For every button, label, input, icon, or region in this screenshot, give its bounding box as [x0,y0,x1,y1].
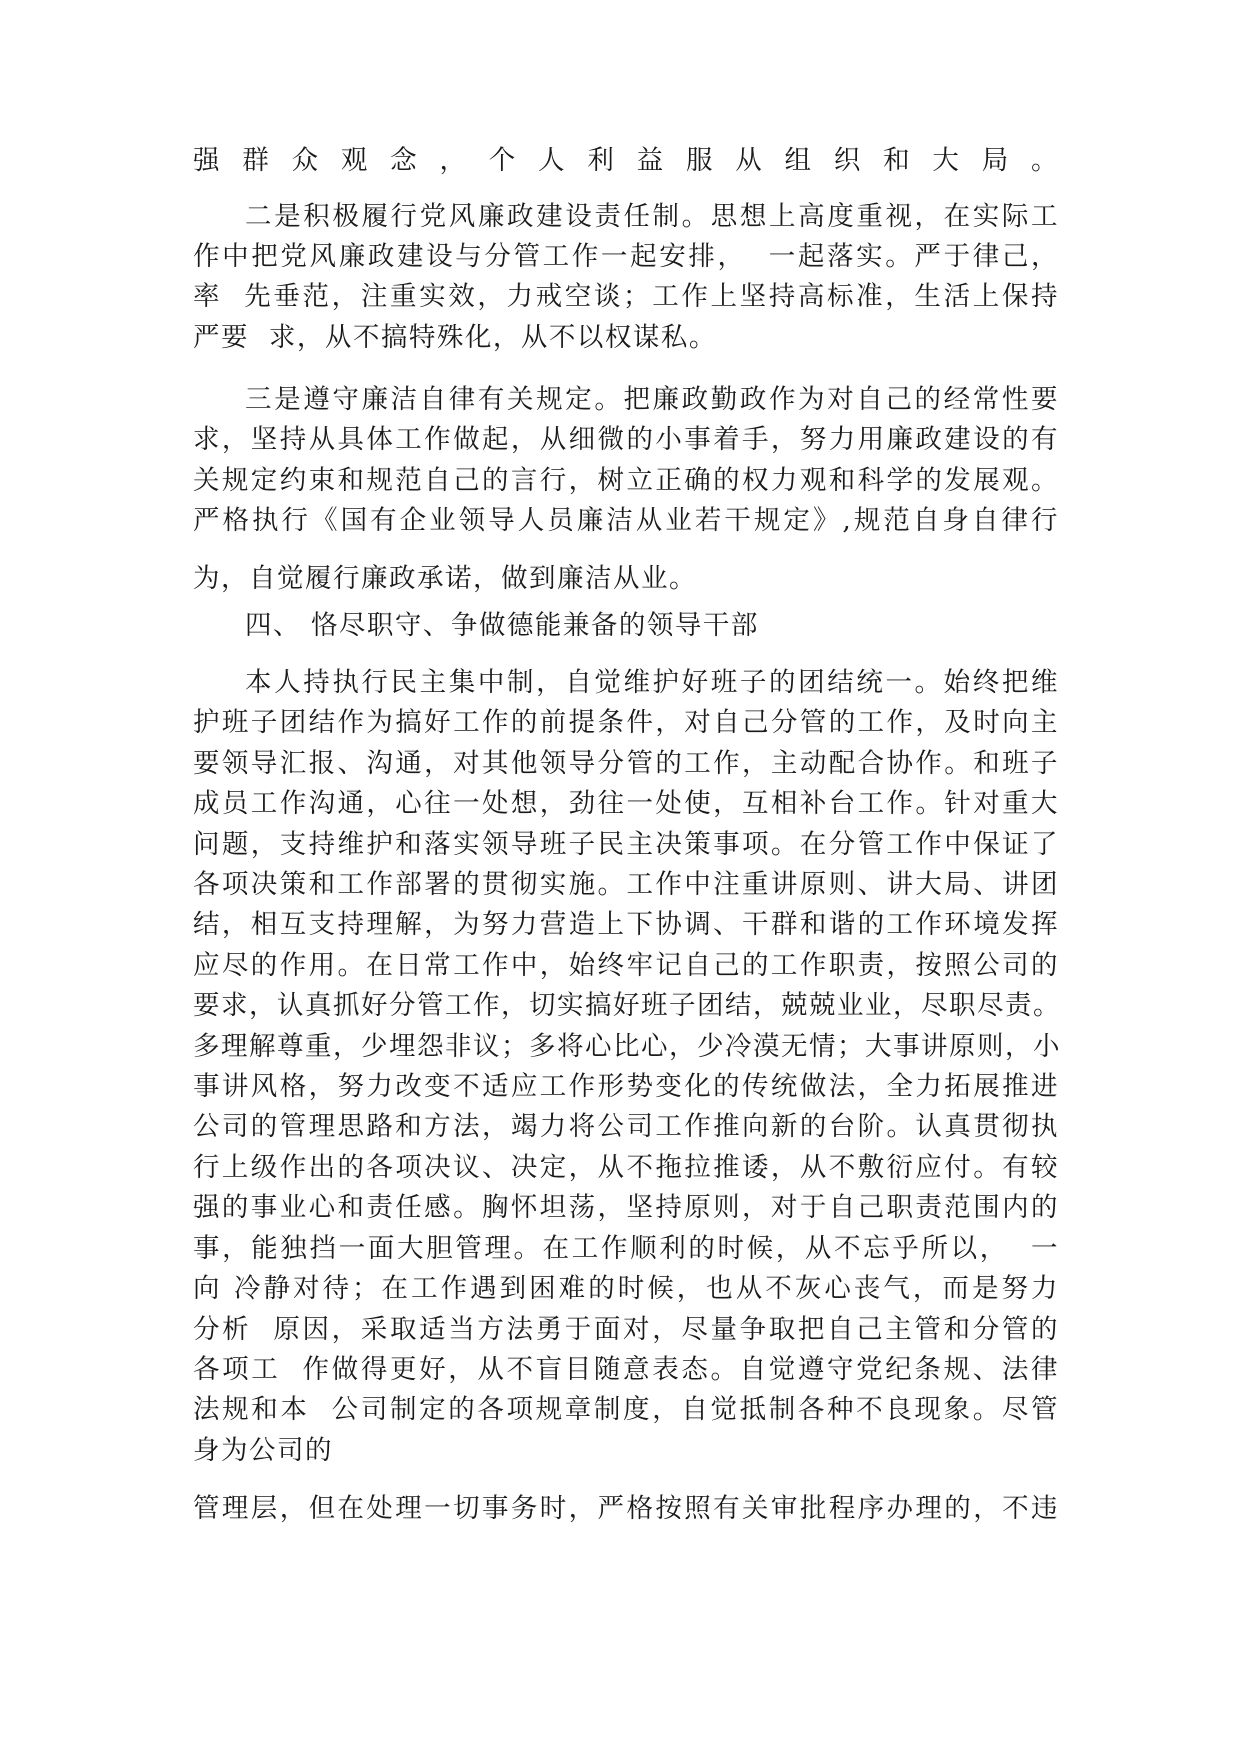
text-line: 三是遵守廉洁自律有关规定。把廉政勤政作为对自己的经常性要 [245,384,1059,415]
text-line: 要求，认真抓好分管工作，切实搞好班子团结，兢兢业业，尽职尽责。 [193,990,1061,1021]
text-line: 成员工作沟通，心往一处想，劲往一处使，互相补台工作。针对重大 [193,788,1059,819]
text-line: 事，能独挡一面大胆管理。在工作顺利的时候，从不忘乎所以， 一 [193,1233,1059,1264]
text-line: 强群众观念，个人利益服从组织和大局。 [193,145,1059,176]
text-line: 结，相互支持理解，为努力营造上下协调、干群和谐的工作环境发挥 [193,909,1059,940]
text-line: 率 先垂范，注重实效，力戒空谈；工作上坚持高标准，生活上保持 [193,281,1059,312]
text-line: 各项决策和工作部署的贯彻实施。工作中注重讲原则、讲大局、讲团 [193,869,1059,900]
text-line: 二是积极履行党风廉政建设责任制。思想上高度重视，在实际工 [245,201,1059,232]
text-line: 身为公司的 [193,1435,333,1466]
text-line: 严要 求，从不搞特殊化，从不以权谋私。 [193,322,717,353]
text-line: 管理层，但在处理一切事务时，严格按照有关审批程序办理的，不违 [193,1493,1059,1524]
text-line: 求，坚持从具体工作做起，从细微的小事着手，努力用廉政建设的有 [193,424,1059,455]
text-line: 行上级作出的各项决议、决定，从不拖拉推诿，从不敷衍应付。有较 [193,1152,1059,1183]
text-line: 护班子团结作为搞好工作的前提条件，对自己分管的工作，及时向主 [193,707,1059,738]
text-line: 强的事业心和责任感。胸怀坦荡，坚持原则，对于自己职责范围内的 [193,1192,1059,1223]
text-line: 问题，支持维护和落实领导班子民主决策事项。在分管工作中保证了 [193,829,1059,860]
text-line: 法规和本 公司制定的各项规章制度，自觉抵制各种不良现象。尽管 [193,1394,1059,1425]
text-line: 向 冷静对待；在工作遇到困难的时候，也从不灰心丧气，而是努力 [193,1273,1059,1304]
text-line: 为，自觉履行廉政承诺，做到廉洁从业。 [193,563,697,594]
text-line: 事讲风格，努力改变不适应工作形势变化的传统做法，全力拓展推进 [193,1071,1059,1102]
text-line: 多理解尊重，少埋怨非议；多将心比心，少冷漠无情；大事讲原则，小 [193,1031,1061,1062]
text-line: 分析 原因，采取适当方法勇于面对，尽量争取把自己主管和分管的 [193,1314,1059,1345]
text-line: 要领导汇报、沟通，对其他领导分管的工作，主动配合协作。和班子 [193,748,1059,779]
text-line: 各项工 作做得更好，从不盲目随意表态。自觉遵守党纪条规、法律 [193,1354,1059,1385]
text-line: 公司的管理思路和方法，竭力将公司工作推向新的台阶。认真贯彻执 [193,1111,1059,1142]
text-line: 关规定约束和规范自己的言行，树立正确的权力观和科学的发展观。 [193,465,1059,496]
section-heading: 四、 恪尽职守、争做德能兼备的领导干部 [245,610,759,641]
text-line: 应尽的作用。在日常工作中，始终牢记自己的工作职责，按照公司的 [193,950,1059,981]
text-line: 作中把党风廉政建设与分管工作一起安排， 一起落实。严于律己， [193,241,1059,272]
text-line: 本人持执行民主集中制，自觉维护好班子的团结统一。始终把维 [245,667,1059,698]
text-line: 严格执行《国有企业领导人员廉洁从业若干规定》,规范自身自律行 [193,505,1059,536]
